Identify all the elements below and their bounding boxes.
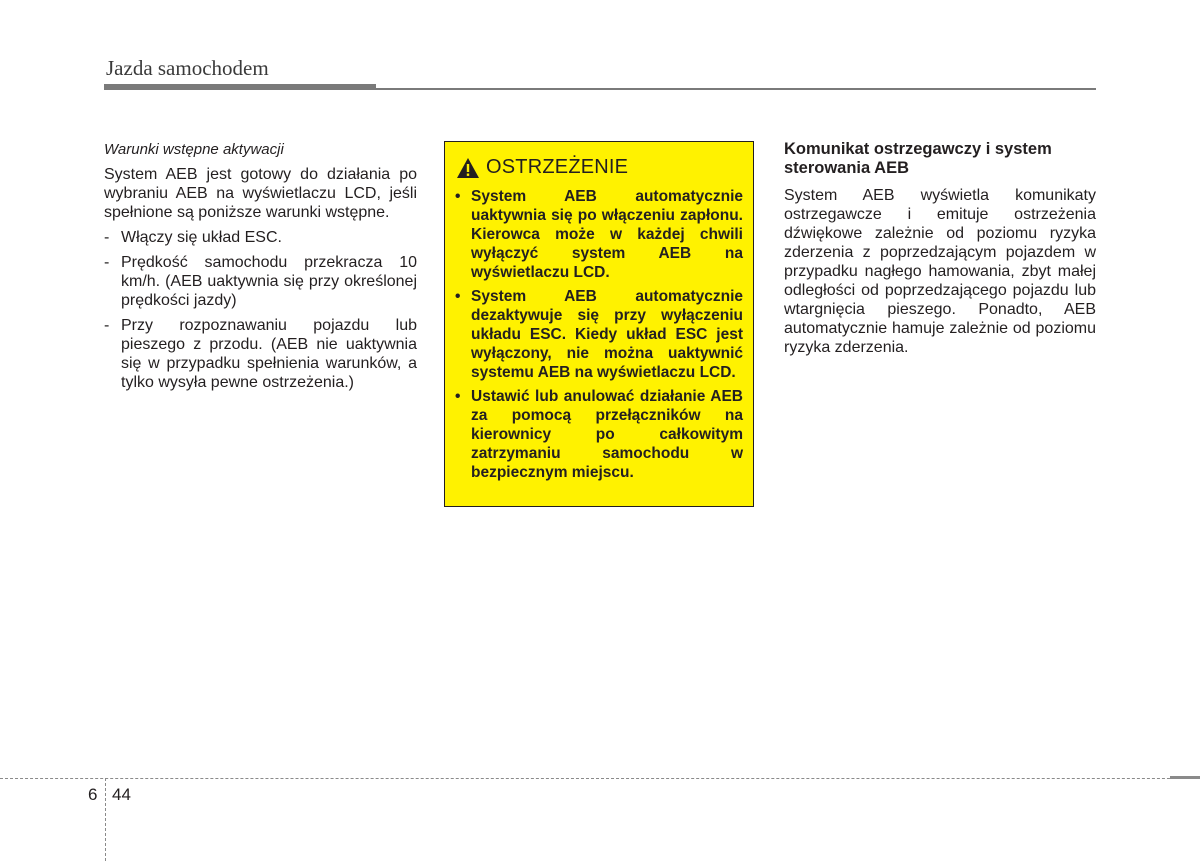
footer-divider — [105, 778, 106, 861]
warning-box — [444, 141, 754, 507]
list-item — [455, 387, 743, 482]
warning-list — [445, 187, 753, 482]
warning-system-heading: Komunikat ostrzegawczy i system sterowania AEB — [784, 140, 1052, 177]
list-item-text: Włączy się układ ESC. — [121, 229, 282, 246]
warning-title: OSTRZEŻENIE — [486, 156, 629, 178]
right-column — [784, 140, 1096, 363]
warning-header — [456, 156, 753, 179]
chapter-number: 6 — [88, 785, 98, 804]
bullet-marker: • — [455, 388, 461, 405]
preconditions-heading: Warunki wstępne aktywacji — [104, 141, 284, 158]
warning-system-body: System AEB wyświetla komunikaty ostrzegawcze i emituje ostrzeżenia dźwiękowe zależnie od poziomu ryzyka zderzenia z poprzedzającym pojazdem w przypadku nagłego hamowania, zbyt małej odległości od poprzedzającego pojazdu lub wtargnięcia pieszego. Ponadto, AEB automatycznie hamuje zależnie od poziomu ryzyka zderzenia. — [784, 187, 1096, 356]
dash-marker: - — [104, 254, 110, 271]
bullet-marker: • — [455, 288, 461, 305]
list-item-text: Ustawić lub anulować działanie AEB za pomocą przełączników na kierownicy po całkowitym zatrzymaniu samochodu w bezpiecznym miejscu. — [471, 388, 743, 481]
header-rule-thin — [376, 88, 1096, 90]
list-item — [455, 287, 743, 382]
list-item-text: System AEB automatycznie uaktywnia się po włączeniu zapłonu. Kierowca może w każdej chwili wyłączyć system AEB na wyświetlaczu LCD. — [471, 188, 743, 281]
dash-marker: - — [104, 229, 110, 246]
footer-rule — [0, 778, 1200, 779]
list-item — [104, 253, 417, 310]
left-column — [104, 140, 417, 398]
footer-rule-end — [1170, 776, 1200, 779]
list-item-text: System AEB automatycznie dezaktywuje się przy wyłączeniu układu ESC. Kiedy układ ESC jest wyłączony, nie można uaktywnić systemu AEB na wyświetlaczu LCD. — [471, 288, 743, 381]
bullet-marker: • — [455, 188, 461, 205]
page-number: 44 — [112, 785, 131, 804]
list-item — [104, 228, 417, 247]
list-item-text: Prędkość samochodu przekracza 10 km/h. (AEB uaktywnia się przy określonej prędkości jazdy) — [121, 254, 417, 309]
page-header-title: Jazda samochodem — [106, 56, 269, 80]
preconditions-list — [104, 228, 417, 392]
list-item — [104, 316, 417, 392]
list-item-text: Przy rozpoznawaniu pojazdu lub pieszego z przodu. (AEB nie uaktywnia się w przypadku spełnienia warunków, a tylko wysyła pewne ostrzeżenia.) — [121, 317, 417, 391]
preconditions-intro: System AEB jest gotowy do działania po wybraniu AEB na wyświetlaczu LCD, jeśli spełnione są poniższe warunki wstępne. — [104, 166, 417, 221]
header-rule-thick — [104, 84, 376, 90]
list-item — [455, 187, 743, 282]
dash-marker: - — [104, 317, 110, 334]
warning-triangle-icon — [456, 157, 480, 179]
